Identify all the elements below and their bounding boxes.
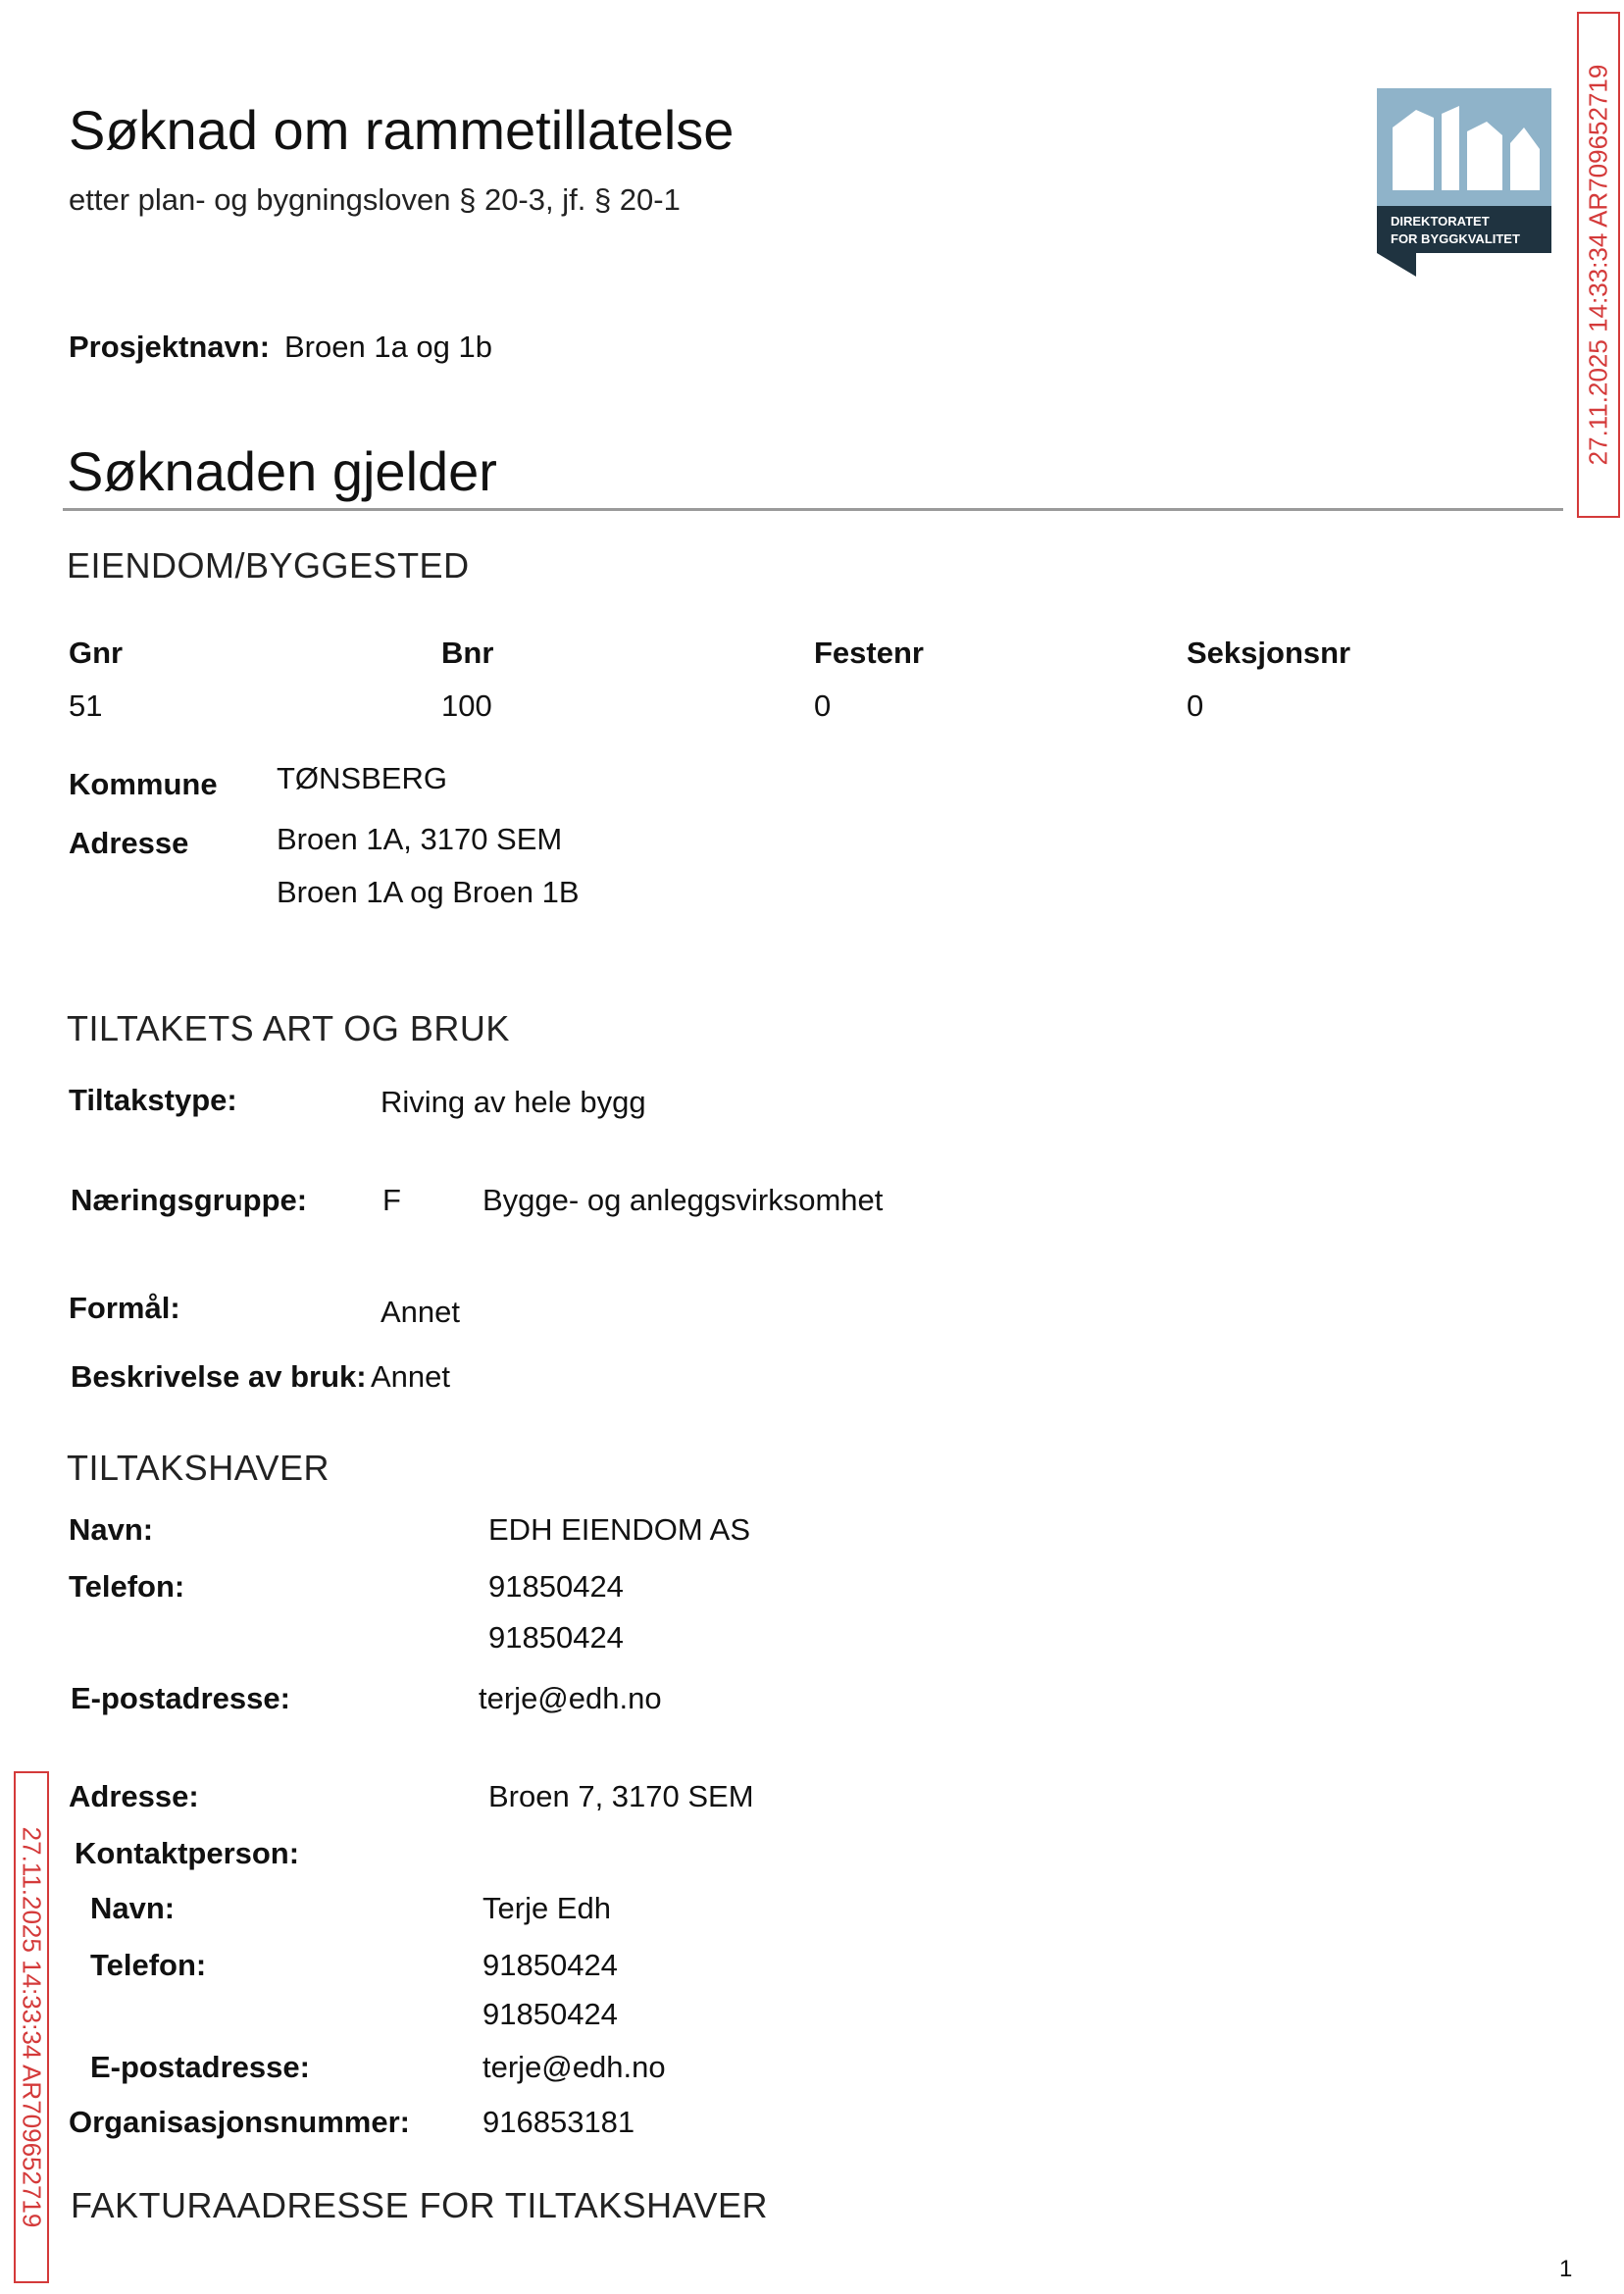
org-number-label: Organisasjonsnummer: (69, 2105, 410, 2139)
seksjonsnr-header: Seksjonsnr (1187, 636, 1351, 670)
logo-text-line1: DIREKTORATET (1391, 214, 1490, 229)
bnr-value: 100 (441, 688, 492, 723)
festenr-value: 0 (814, 688, 832, 723)
contact-name-value: Terje Edh (482, 1891, 611, 1925)
section-divider (63, 508, 1563, 511)
stamp-text: 27.11.2025 14:33:34 AR709652719 (17, 1826, 47, 2228)
applicant-address-label: Adresse: (69, 1779, 199, 1813)
contact-phone-1: 91850424 (482, 1948, 618, 1982)
project-name-label: Prosjektnavn: (69, 330, 271, 364)
applicant-heading: TILTAKSHAVER (67, 1448, 330, 1488)
address-label: Adresse (69, 826, 189, 860)
applicant-address-value: Broen 7, 3170 SEM (488, 1779, 754, 1813)
document-title: Søknad om rammetillatelse (69, 99, 735, 161)
gnr-header: Gnr (69, 636, 124, 670)
industry-value: Bygge- og anleggsvirksomhet (482, 1183, 884, 1217)
section-title: Søknaden gjelder (67, 440, 497, 502)
usage-label: Beskrivelse av bruk: (71, 1359, 367, 1394)
contact-phone-label: Telefon: (90, 1948, 207, 1982)
measure-type-value: Riving av hele bygg (381, 1085, 646, 1119)
industry-code: F (382, 1183, 401, 1217)
measure-type-label: Tiltakstype: (69, 1083, 237, 1117)
municipality-label: Kommune (69, 767, 218, 801)
billing-heading: FAKTURAADRESSE FOR TILTAKSHAVER (71, 2185, 768, 2225)
property-heading: EIENDOM/BYGGESTED (67, 545, 470, 586)
timestamp-stamp-left (14, 1771, 49, 2283)
org-number-value: 916853181 (482, 2105, 635, 2139)
contact-person-label: Kontaktperson: (75, 1836, 300, 1870)
applicant-phone-1: 91850424 (488, 1569, 624, 1604)
contact-email-value: terje@edh.no (482, 2050, 666, 2084)
municipality-value: TØNSBERG (277, 761, 447, 795)
usage-value: Annet (371, 1359, 451, 1394)
applicant-email-label: E-postadresse: (71, 1681, 290, 1715)
page-number: 1 (1559, 2256, 1573, 2282)
dibk-logo (1377, 88, 1551, 277)
timestamp-stamp-right (1577, 12, 1620, 518)
seksjonsnr-value: 0 (1187, 688, 1204, 723)
applicant-phone-label: Telefon: (69, 1569, 185, 1604)
applicant-email-value: terje@edh.no (479, 1681, 662, 1715)
document-subtitle: etter plan- og bygningsloven § 20-3, jf. § 20-1 (69, 182, 681, 217)
contact-email-label: E-postadresse: (90, 2050, 310, 2084)
contact-name-label: Navn: (90, 1891, 176, 1925)
measure-heading: TILTAKETS ART OG BRUK (67, 1008, 510, 1048)
gnr-value: 51 (69, 688, 103, 723)
address-line-2: Broen 1A og Broen 1B (277, 875, 580, 909)
industry-label: Næringsgruppe: (71, 1183, 308, 1217)
applicant-phone-2: 91850424 (488, 1620, 624, 1655)
festenr-header: Festenr (814, 636, 924, 670)
project-name-value: Broen 1a og 1b (284, 330, 493, 364)
bnr-header: Bnr (441, 636, 494, 670)
applicant-name-label: Navn: (69, 1512, 154, 1547)
applicant-name-value: EDH EIENDOM AS (488, 1512, 750, 1547)
address-line-1: Broen 1A, 3170 SEM (277, 822, 563, 856)
stamp-text: 27.11.2025 14:33:34 AR709652719 (1583, 64, 1613, 466)
logo-text-line2: FOR BYGGKVALITET (1391, 231, 1520, 246)
purpose-label: Formål: (69, 1291, 180, 1325)
contact-phone-2: 91850424 (482, 1997, 618, 2031)
purpose-value: Annet (381, 1295, 461, 1329)
